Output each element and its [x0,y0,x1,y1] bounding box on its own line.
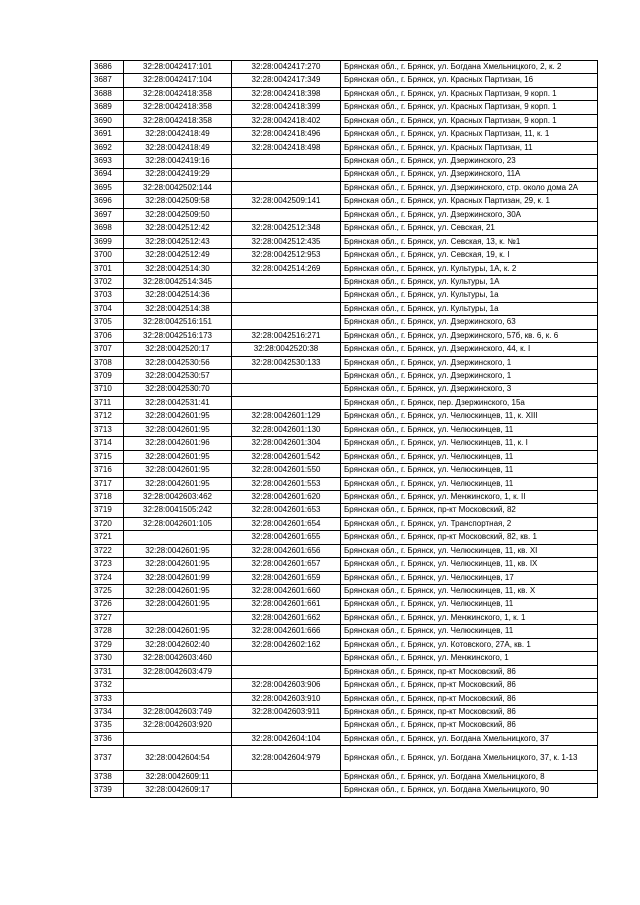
row-number-cell: 3708 [91,356,124,369]
cadastral-number-cell: 32:28:0042418:358 [124,87,232,100]
cadastral-number-cell: 32:28:0042601:96 [124,437,232,450]
table-row [91,571,598,584]
object-cadastral-number-cell [232,784,341,797]
row-number-cell: 3715 [91,450,124,463]
address-cell: Брянская обл., г. Брянск, ул. Богдана Хмельницкого, 8 [341,770,598,783]
table-row [91,450,598,463]
table-row [91,585,598,598]
cadastral-number-cell: 32:28:0042520:17 [124,343,232,356]
address-cell: Брянская обл., г. Брянск, ул. Челюскинцев, 11, кв. XI [341,544,598,557]
cadastral-number-cell [124,692,232,705]
row-number-cell: 3723 [91,558,124,571]
address-cell: Брянская обл., г. Брянск, ул. Челюскинцев, 11 [341,625,598,638]
object-cadastral-number-cell [232,665,341,678]
object-cadastral-number-cell: 32:28:0042418:398 [232,87,341,100]
address-cell: Брянская обл., г. Брянск, ул. Челюскинцев, 11, к. I [341,437,598,450]
object-cadastral-number-cell [232,370,341,383]
row-number-cell: 3696 [91,195,124,208]
cadastral-number-cell: 32:28:0042530:56 [124,356,232,369]
row-number-cell: 3726 [91,598,124,611]
table-row [91,784,598,797]
row-number-cell: 3728 [91,625,124,638]
address-cell: Брянская обл., г. Брянск, пер. Дзержинского, 15а [341,396,598,409]
row-number-cell: 3711 [91,396,124,409]
table-row [91,370,598,383]
cadastral-number-cell: 32:28:0042604:54 [124,746,232,771]
table-row [91,87,598,100]
table-row [91,289,598,302]
address-cell: Брянская обл., г. Брянск, ул. Челюскинцев, 11 [341,598,598,611]
object-cadastral-number-cell: 32:28:0042603:906 [232,679,341,692]
cadastral-number-cell: 32:28:0042516:173 [124,329,232,342]
cadastral-number-cell: 32:28:0042514:38 [124,302,232,315]
object-cadastral-number-cell: 32:28:0042530:133 [232,356,341,369]
table-row [91,181,598,194]
table-row [91,719,598,732]
row-number-cell: 3720 [91,517,124,530]
table-row [91,61,598,74]
object-cadastral-number-cell: 32:28:0042601:620 [232,491,341,504]
row-number-cell: 3718 [91,491,124,504]
row-number-cell: 3735 [91,719,124,732]
table-row [91,155,598,168]
cadastral-number-cell: 32:28:0042417:104 [124,74,232,87]
cadastral-number-cell [124,611,232,624]
table-row [91,746,598,771]
cadastral-number-cell: 32:28:0042603:462 [124,491,232,504]
address-cell: Брянская обл., г. Брянск, ул. Красных Партизан, 9 корп. 1 [341,101,598,114]
address-cell: Брянская обл., г. Брянск, ул. Культуры, 1А, к. 2 [341,262,598,275]
object-cadastral-number-cell: 32:28:0042512:348 [232,222,341,235]
cadastral-number-cell: 32:28:0042603:749 [124,706,232,719]
object-cadastral-number-cell [232,276,341,289]
object-cadastral-number-cell: 32:28:0042418:496 [232,128,341,141]
cadastral-number-cell: 32:28:0042601:95 [124,598,232,611]
cadastral-number-cell [124,679,232,692]
address-cell: Брянская обл., г. Брянск, пр-кт Московский, 86 [341,706,598,719]
cadastral-number-cell: 32:28:0042516:151 [124,316,232,329]
object-cadastral-number-cell: 32:28:0042601:654 [232,517,341,530]
table-row [91,235,598,248]
table-row [91,74,598,87]
row-number-cell: 3713 [91,423,124,436]
address-cell: Брянская обл., г. Брянск, пр-кт Московский, 86 [341,719,598,732]
address-cell: Брянская обл., г. Брянск, ул. Дзержинского, 3 [341,383,598,396]
address-cell: Брянская обл., г. Брянск, ул. Челюскинцев, 11 [341,477,598,490]
address-cell: Брянская обл., г. Брянск, ул. Красных Партизан, 9 корп. 1 [341,87,598,100]
object-cadastral-number-cell: 32:28:0042601:656 [232,544,341,557]
cadastral-number-cell: 32:28:0042601:95 [124,450,232,463]
table-row [91,531,598,544]
row-number-cell: 3737 [91,746,124,771]
cadastral-number-cell: 32:28:0042603:460 [124,652,232,665]
row-number-cell: 3687 [91,74,124,87]
object-cadastral-number-cell: 32:28:0042601:130 [232,423,341,436]
cadastral-number-cell [124,531,232,544]
address-cell: Брянская обл., г. Брянск, ул. Севская, 21 [341,222,598,235]
row-number-cell: 3732 [91,679,124,692]
address-cell: Брянская обл., г. Брянск, пр-кт Московский, 82, кв. 1 [341,531,598,544]
address-cell: Брянская обл., г. Брянск, пр-кт Московский, 86 [341,692,598,705]
address-cell: Брянская обл., г. Брянск, ул. Севская, 13, к. №1 [341,235,598,248]
object-cadastral-number-cell: 32:28:0042601:304 [232,437,341,450]
cadastral-number-cell: 32:28:0042512:43 [124,235,232,248]
address-cell: Брянская обл., г. Брянск, ул. Челюскинцев, 11 [341,464,598,477]
row-number-cell: 3686 [91,61,124,74]
cadastral-number-cell: 32:28:0042603:920 [124,719,232,732]
object-cadastral-number-cell [232,396,341,409]
table-row [91,222,598,235]
row-number-cell: 3739 [91,784,124,797]
table-row [91,652,598,665]
cadastral-number-cell: 32:28:0042531:41 [124,396,232,409]
row-number-cell: 3689 [91,101,124,114]
address-cell: Брянская обл., г. Брянск, ул. Богдана Хмельницкого, 90 [341,784,598,797]
object-cadastral-number-cell: 32:28:0042512:435 [232,235,341,248]
table-row [91,706,598,719]
row-number-cell: 3692 [91,141,124,154]
row-number-cell: 3727 [91,611,124,624]
cadastral-number-cell: 32:28:0042419:29 [124,168,232,181]
cadastral-number-cell: 32:28:0042514:36 [124,289,232,302]
cadastral-number-cell: 32:28:0042417:101 [124,61,232,74]
table-row [91,302,598,315]
row-number-cell: 3725 [91,585,124,598]
table-row [91,464,598,477]
address-cell: Брянская обл., г. Брянск, пр-кт Московский, 82 [341,504,598,517]
row-number-cell: 3700 [91,249,124,262]
row-number-cell: 3693 [91,155,124,168]
table-row [91,396,598,409]
table-row [91,410,598,423]
address-cell: Брянская обл., г. Брянск, ул. Дзержинского, 11А [341,168,598,181]
row-number-cell: 3703 [91,289,124,302]
row-number-cell: 3736 [91,732,124,745]
row-number-cell: 3714 [91,437,124,450]
cadastral-number-cell: 32:28:0042514:30 [124,262,232,275]
cadastral-number-cell: 32:28:0042530:57 [124,370,232,383]
cadastral-number-cell: 32:28:0042514:345 [124,276,232,289]
address-cell: Брянская обл., г. Брянск, ул. Культуры, 1А [341,276,598,289]
row-number-cell: 3706 [91,329,124,342]
table-row [91,423,598,436]
object-cadastral-number-cell: 32:28:0042601:655 [232,531,341,544]
table-row [91,679,598,692]
table-row [91,101,598,114]
address-cell: Брянская обл., г. Брянск, ул. Севская, 19, к. I [341,249,598,262]
object-cadastral-number-cell: 32:28:0042602:162 [232,638,341,651]
table-row [91,249,598,262]
cadastral-number-cell [124,732,232,745]
row-number-cell: 3729 [91,638,124,651]
row-number-cell: 3698 [91,222,124,235]
table-row [91,128,598,141]
address-cell: Брянская обл., г. Брянск, ул. Челюскинцев, 11, кв. IX [341,558,598,571]
row-number-cell: 3691 [91,128,124,141]
cadastral-number-cell: 32:28:0042502:144 [124,181,232,194]
cadastral-number-cell: 32:28:0042601:95 [124,544,232,557]
cadastral-number-cell: 32:28:0042418:49 [124,141,232,154]
object-cadastral-number-cell: 32:28:0042417:270 [232,61,341,74]
table-row [91,770,598,783]
object-cadastral-number-cell: 32:28:0042601:666 [232,625,341,638]
object-cadastral-number-cell: 32:28:0042514:269 [232,262,341,275]
table-row [91,517,598,530]
row-number-cell: 3733 [91,692,124,705]
address-cell: Брянская обл., г. Брянск, ул. Челюскинцев, 11 [341,450,598,463]
address-cell: Брянская обл., г. Брянск, пр-кт Московский, 86 [341,679,598,692]
row-number-cell: 3694 [91,168,124,181]
address-cell: Брянская обл., г. Брянск, ул. Культуры, 1а [341,289,598,302]
table-row [91,692,598,705]
cadastral-number-cell: 32:28:0042601:95 [124,585,232,598]
cadastral-number-cell: 32:28:0042609:17 [124,784,232,797]
row-number-cell: 3710 [91,383,124,396]
address-cell: Брянская обл., г. Брянск, ул. Красных Партизан, 16 [341,74,598,87]
object-cadastral-number-cell: 32:28:0042603:910 [232,692,341,705]
cadastral-number-cell: 32:28:0042418:358 [124,114,232,127]
row-number-cell: 3690 [91,114,124,127]
address-cell: Брянская обл., г. Брянск, ул. Дзержинского, 44, к. I [341,343,598,356]
address-cell: Брянская обл., г. Брянск, ул. Богдана Хмельницкого, 37, к. 1-13 [341,746,598,771]
address-cell: Брянская обл., г. Брянск, ул. Менжинского, 1, к. 1 [341,611,598,624]
cadastral-number-cell: 32:28:0042601:105 [124,517,232,530]
object-cadastral-number-cell: 32:28:0042604:979 [232,746,341,771]
object-cadastral-number-cell [232,208,341,221]
row-number-cell: 3699 [91,235,124,248]
address-cell: Брянская обл., г. Брянск, ул. Богдана Хмельницкого, 37 [341,732,598,745]
object-cadastral-number-cell: 32:28:0042516:271 [232,329,341,342]
cadastral-number-cell: 32:28:0042419:16 [124,155,232,168]
table-row [91,356,598,369]
cadastral-number-cell: 32:28:0042601:95 [124,477,232,490]
object-cadastral-number-cell: 32:28:0042520:38 [232,343,341,356]
cadastral-number-cell: 32:28:0042602:40 [124,638,232,651]
object-cadastral-number-cell: 32:28:0042509:141 [232,195,341,208]
table-row [91,598,598,611]
row-number-cell: 3707 [91,343,124,356]
address-cell: Брянская обл., г. Брянск, ул. Дзержинского, 1 [341,356,598,369]
address-cell: Брянская обл., г. Брянск, ул. Транспортная, 2 [341,517,598,530]
address-cell: Брянская обл., г. Брянск, ул. Котовского, 27А, кв. 1 [341,638,598,651]
address-cell: Брянская обл., г. Брянск, ул. Красных Партизан, 11 [341,141,598,154]
cadastral-number-cell: 32:28:0042530:70 [124,383,232,396]
object-cadastral-number-cell: 32:28:0042601:653 [232,504,341,517]
table-row [91,625,598,638]
address-cell: Брянская обл., г. Брянск, ул. Красных Партизан, 29, к. 1 [341,195,598,208]
row-number-cell: 3701 [91,262,124,275]
address-cell: Брянская обл., г. Брянск, ул. Культуры, 1а [341,302,598,315]
row-number-cell: 3722 [91,544,124,557]
address-cell: Брянская обл., г. Брянск, ул. Красных Партизан, 11, к. 1 [341,128,598,141]
object-cadastral-number-cell [232,155,341,168]
address-cell: Брянская обл., г. Брянск, ул. Дзержинского, 57б, кв. 6, к. 6 [341,329,598,342]
row-number-cell: 3734 [91,706,124,719]
object-cadastral-number-cell: 32:28:0042601:660 [232,585,341,598]
cadastral-number-cell: 32:28:0042418:358 [124,101,232,114]
object-cadastral-number-cell [232,168,341,181]
table-row [91,491,598,504]
object-cadastral-number-cell [232,383,341,396]
row-number-cell: 3709 [91,370,124,383]
table-row [91,558,598,571]
table-row [91,665,598,678]
address-cell: Брянская обл., г. Брянск, ул. Челюскинцев, 11 [341,423,598,436]
row-number-cell: 3716 [91,464,124,477]
address-cell: Брянская обл., г. Брянск, ул. Челюскинцев, 11, кв. X [341,585,598,598]
table-body [91,61,598,798]
object-cadastral-number-cell: 32:28:0042601:662 [232,611,341,624]
row-number-cell: 3688 [91,87,124,100]
cadastral-number-cell: 32:28:0042418:49 [124,128,232,141]
table-row [91,316,598,329]
object-cadastral-number-cell [232,302,341,315]
address-cell: Брянская обл., г. Брянск, ул. Дзержинского, 1 [341,370,598,383]
cadastral-number-cell: 32:28:0042601:95 [124,464,232,477]
cadastral-number-cell: 32:28:0042601:95 [124,625,232,638]
cadastral-number-cell: 32:28:0042603:479 [124,665,232,678]
object-cadastral-number-cell [232,770,341,783]
address-cell: Брянская обл., г. Брянск, ул. Дзержинского, 23 [341,155,598,168]
cadastral-number-cell: 32:28:0042509:58 [124,195,232,208]
cadastral-number-cell: 32:28:0042601:95 [124,410,232,423]
cadastral-number-cell: 32:28:0041505:242 [124,504,232,517]
object-cadastral-number-cell: 32:28:0042417:349 [232,74,341,87]
row-number-cell: 3738 [91,770,124,783]
row-number-cell: 3731 [91,665,124,678]
table-row [91,504,598,517]
object-cadastral-number-cell [232,316,341,329]
address-cell: Брянская обл., г. Брянск, ул. Менжинского, 1, к. II [341,491,598,504]
table-row [91,437,598,450]
table-row [91,168,598,181]
object-cadastral-number-cell: 32:28:0042601:129 [232,410,341,423]
object-cadastral-number-cell: 32:28:0042418:402 [232,114,341,127]
address-cell: Брянская обл., г. Брянск, ул. Дзержинского, 63 [341,316,598,329]
row-number-cell: 3705 [91,316,124,329]
address-cell: Брянская обл., г. Брянск, ул. Дзержинского, 30А [341,208,598,221]
object-cadastral-number-cell: 32:28:0042601:550 [232,464,341,477]
cadastral-number-cell: 32:28:0042601:99 [124,571,232,584]
table-row [91,638,598,651]
table-row [91,208,598,221]
table-row [91,262,598,275]
cadastral-number-cell: 32:28:0042512:49 [124,249,232,262]
object-cadastral-number-cell: 32:28:0042601:542 [232,450,341,463]
object-cadastral-number-cell: 32:28:0042601:657 [232,558,341,571]
object-cadastral-number-cell [232,652,341,665]
table-row [91,544,598,557]
address-cell: Брянская обл., г. Брянск, пр-кт Московский, 86 [341,665,598,678]
object-cadastral-number-cell: 32:28:0042604:104 [232,732,341,745]
row-number-cell: 3697 [91,208,124,221]
table-row [91,477,598,490]
table-row [91,343,598,356]
cadastral-number-cell: 32:28:0042512:42 [124,222,232,235]
row-number-cell: 3717 [91,477,124,490]
row-number-cell: 3702 [91,276,124,289]
table-row [91,276,598,289]
table-row [91,114,598,127]
object-cadastral-number-cell [232,289,341,302]
object-cadastral-number-cell: 32:28:0042418:498 [232,141,341,154]
object-cadastral-number-cell: 32:28:0042601:661 [232,598,341,611]
table-row [91,141,598,154]
table-row [91,611,598,624]
object-cadastral-number-cell: 32:28:0042603:911 [232,706,341,719]
address-cell: Брянская обл., г. Брянск, ул. Челюскинцев, 11, к. XIII [341,410,598,423]
row-number-cell: 3695 [91,181,124,194]
object-cadastral-number-cell: 32:28:0042512:953 [232,249,341,262]
address-cell: Брянская обл., г. Брянск, ул. Дзержинского, стр. около дома 2А [341,181,598,194]
row-number-cell: 3724 [91,571,124,584]
row-number-cell: 3712 [91,410,124,423]
table-row [91,383,598,396]
address-cell: Брянская обл., г. Брянск, ул. Красных Партизан, 9 корп. 1 [341,114,598,127]
object-cadastral-number-cell [232,719,341,732]
row-number-cell: 3730 [91,652,124,665]
table-row [91,732,598,745]
object-cadastral-number-cell: 32:28:0042418:399 [232,101,341,114]
row-number-cell: 3721 [91,531,124,544]
cadastral-number-cell: 32:28:0042509:50 [124,208,232,221]
row-number-cell: 3719 [91,504,124,517]
row-number-cell: 3704 [91,302,124,315]
table-row [91,329,598,342]
cadastral-number-cell: 32:28:0042609:11 [124,770,232,783]
object-cadastral-number-cell: 32:28:0042601:659 [232,571,341,584]
cadastral-number-cell: 32:28:0042601:95 [124,558,232,571]
table-row [91,195,598,208]
address-cell: Брянская обл., г. Брянск, ул. Богдана Хмельницкого, 2, к. 2 [341,61,598,74]
object-cadastral-number-cell: 32:28:0042601:553 [232,477,341,490]
property-table [90,60,598,798]
address-cell: Брянская обл., г. Брянск, ул. Челюскинцев, 17 [341,571,598,584]
cadastral-number-cell: 32:28:0042601:95 [124,423,232,436]
object-cadastral-number-cell [232,181,341,194]
address-cell: Брянская обл., г. Брянск, ул. Менжинского, 1 [341,652,598,665]
